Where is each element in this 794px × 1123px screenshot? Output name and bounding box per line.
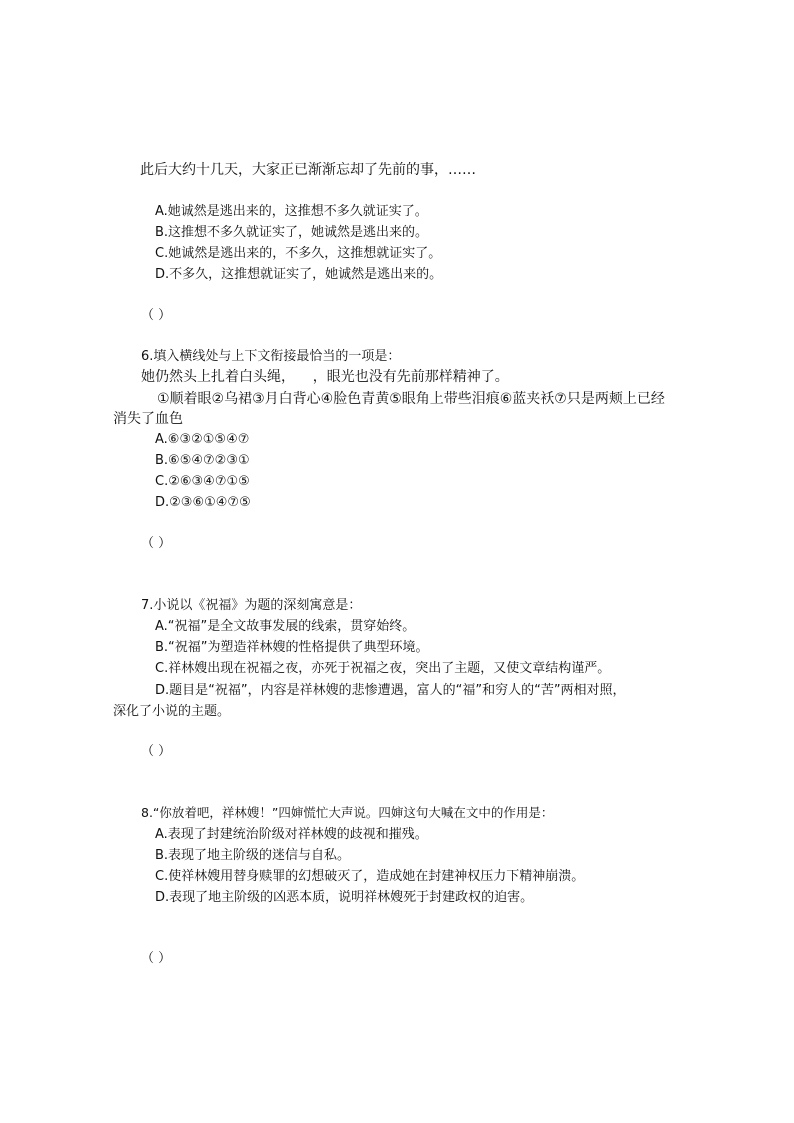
q6-question: 6.填入横线处与上下文衔接最恰当的一项是： bbox=[141, 349, 401, 364]
q6-answer-blank: （ ） bbox=[141, 536, 172, 551]
q6-option-a: A.⑥③②①⑤④⑦ bbox=[155, 432, 250, 447]
q7-option-d: D.题目是“祝福”，内容是祥林嫂的悲惨遭遇，富人的“福”和穷人的“苦”两相对照， bbox=[155, 683, 626, 698]
q6-option-b: B.⑥⑤④⑦②③① bbox=[155, 453, 250, 468]
intro-text: 此后大约十几天，大家正已渐渐忘却了先前的事，…… bbox=[140, 162, 476, 178]
q7-option-d-continued: 深化了小说的主题。 bbox=[113, 704, 231, 719]
q5-option-c: C.她诚然是逃出来的，不多久，这推想就证实了。 bbox=[155, 246, 442, 261]
q6-sentence: 她仍然头上扎着白头绳， ，眼光也没有先前那样精神了。 bbox=[141, 369, 509, 385]
q5-option-b: B.这推想不多久就证实了，她诚然是逃出来的。 bbox=[155, 225, 429, 240]
q8-option-b: B.表现了地主阶级的迷信与自私。 bbox=[155, 848, 351, 863]
q8-question: 8.“你放着吧，祥林嫂！”四婶慌忙大声说。四婶这句大喊在文中的作用是： bbox=[141, 805, 554, 820]
q7-answer-blank: （ ） bbox=[141, 744, 172, 759]
q7-option-c: C.祥林嫂出现在祝福之夜，亦死于祝福之夜，突出了主题，又使文章结构谨严。 bbox=[155, 661, 611, 676]
q8-option-c: C.使祥林嫂用替身赎罪的幻想破灭了，造成她在封建神权压力下精神崩溃。 bbox=[155, 869, 585, 884]
q6-option-c: C.②⑥③④⑦①⑤ bbox=[155, 474, 250, 489]
q5-option-a: A.她诚然是逃出来的，这推想不多久就证实了。 bbox=[155, 204, 428, 219]
q5-answer-blank: （ ） bbox=[141, 308, 172, 323]
q8-option-d: D.表现了地主阶级的凶恶本质，说明祥林嫂死于封建政权的迫害。 bbox=[155, 890, 534, 905]
q8-answer-blank: （ ） bbox=[141, 951, 172, 966]
q6-items-line1: ①顺着眼②乌裙③月白背心④脸色青黄⑤眼角上带些泪痕⑥蓝夹袄⑦只是两颊上已经 bbox=[157, 391, 665, 407]
q6-items-line2: 消失了血色 bbox=[113, 411, 183, 427]
q7-option-b: B.“祝福”为塑造祥林嫂的性格提供了典型环境。 bbox=[155, 640, 429, 655]
q7-question: 7.小说以《祝福》为题的深刻寓意是： bbox=[141, 598, 362, 613]
q6-option-d: D.②③⑥①④⑦⑤ bbox=[155, 495, 251, 510]
q8-option-a: A.表现了封建统治阶级对祥林嫂的歧视和摧残。 bbox=[155, 827, 428, 842]
q7-option-a: A.“祝福”是全文故事发展的线索，贯穿始终。 bbox=[155, 619, 416, 634]
q5-option-d: D.不多久，这推想就证实了，她诚然是逃出来的。 bbox=[155, 267, 443, 282]
